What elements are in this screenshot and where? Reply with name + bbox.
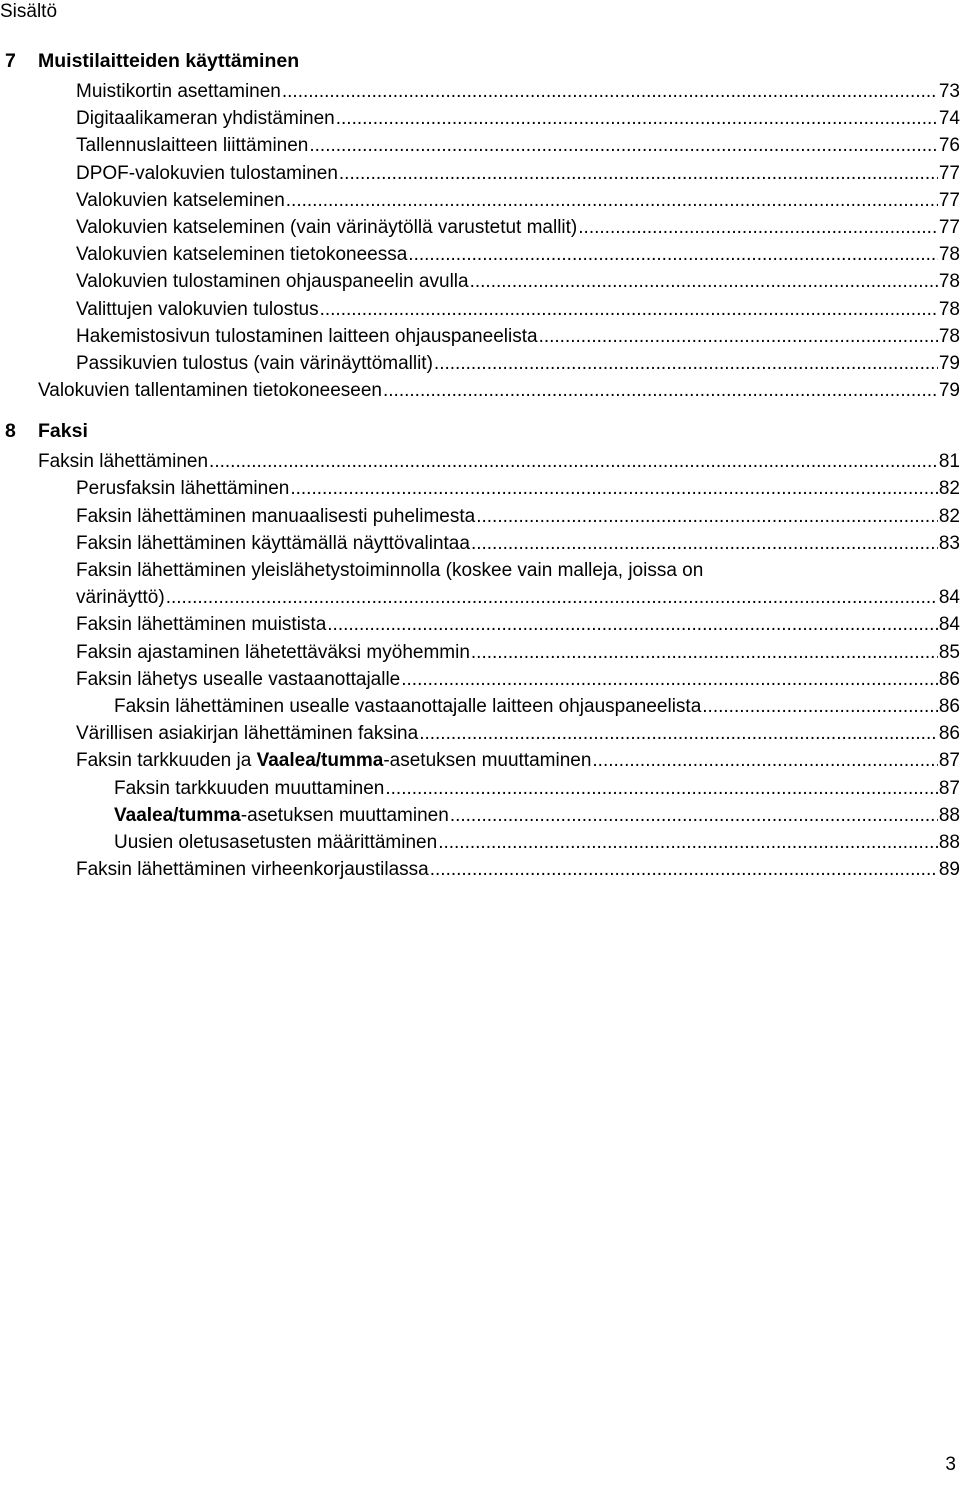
toc-entry[interactable]: [0, 296, 960, 323]
toc-entry[interactable]: [0, 503, 960, 530]
chapter-number: 8: [5, 420, 16, 443]
toc-entry[interactable]: [0, 639, 960, 666]
dot-leader: [450, 802, 938, 829]
toc-entry-title: Faksin lähettäminen muistista: [76, 614, 327, 636]
toc-entry-title: Valokuvien tallentaminen tietokoneeseen: [38, 380, 382, 402]
dot-leader: [470, 268, 938, 295]
toc-entry-page: 77: [938, 189, 960, 211]
toc-entry-page: 83: [938, 532, 960, 554]
dot-leader: [309, 132, 937, 159]
chapter-number: 7: [5, 50, 16, 72]
dot-leader: [434, 350, 938, 377]
toc-entry-title: Faksin lähettäminen usealle vastaanottajalle laitteen ohjauspaneelista: [114, 695, 702, 717]
toc-entry[interactable]: [0, 323, 960, 350]
toc-entry-page: 86: [938, 723, 960, 745]
toc-entry[interactable]: [0, 160, 960, 187]
toc-entry[interactable]: [0, 448, 960, 475]
dot-leader: [286, 187, 938, 214]
toc-entry-title: Faksin lähettäminen: [38, 451, 209, 473]
toc-entry-title: Valokuvien katseleminen: [76, 189, 285, 211]
dot-leader: [578, 214, 938, 241]
dot-leader: [539, 323, 938, 350]
dot-leader: [408, 241, 938, 268]
toc-entry-title: Hakemistosivun tulostaminen laitteen ohjauspaneelista: [76, 325, 538, 347]
toc-entry-title-line1: Faksin lähettäminen yleislähetystoiminnolla (koskee vain malleja, joissa on: [76, 560, 704, 581]
toc-entry[interactable]: [0, 187, 960, 214]
dot-leader: [339, 160, 938, 187]
dot-leader: [290, 475, 938, 502]
toc-entry-title: [114, 802, 449, 829]
toc-entry-page: 78: [938, 325, 960, 347]
toc-entry-title: Faksin lähettäminen virheenkorjaustilassa: [76, 859, 429, 881]
dot-leader: [592, 747, 937, 774]
toc-entry[interactable]: [0, 268, 960, 295]
toc-entry[interactable]: [0, 720, 960, 747]
toc-entry-title: Faksin lähettäminen manuaalisesti puhelimesta: [76, 505, 476, 527]
toc-entry-title: Valokuvien katseleminen (vain värinäytöllä varustetut mallit): [76, 216, 578, 238]
toc-entry-title: Valokuvien katseleminen tietokoneessa: [76, 244, 408, 266]
toc-entry-title-bold: Vaalea/tumma: [114, 804, 241, 826]
toc-entry-page: 84: [938, 587, 960, 609]
toc-entry[interactable]: [0, 350, 960, 377]
toc-entry[interactable]: [0, 802, 960, 829]
toc-entry[interactable]: [0, 856, 960, 883]
toc-entry-title-line2: värinäyttö): [76, 587, 165, 609]
page-number: 3: [945, 1454, 956, 1475]
toc-entry-title-part: Faksin tarkkuuden ja: [76, 750, 257, 772]
toc-entry[interactable]: [0, 475, 960, 502]
dot-leader: [282, 78, 938, 105]
toc-entry-page: 79: [938, 352, 960, 374]
toc-entry[interactable]: [0, 530, 960, 557]
toc-entry[interactable]: [0, 666, 960, 693]
toc-entry-title: Perusfaksin lähettäminen: [76, 478, 290, 500]
toc-entry-page: 81: [938, 451, 960, 473]
toc-entry-page: 73: [938, 81, 960, 102]
toc-entry-page: 88: [938, 831, 960, 853]
toc-entry-page: 78: [938, 244, 960, 266]
toc-entry-page: 84: [938, 614, 960, 636]
toc-entry[interactable]: [0, 775, 960, 802]
dot-leader: [471, 530, 938, 557]
toc-entry-title-bold: Vaalea/tumma: [256, 750, 384, 772]
toc-entry-title-part: -asetuksen muuttaminen: [383, 750, 592, 772]
toc-entry-page: 86: [938, 668, 960, 690]
toc-entry-title: Faksin lähetys usealle vastaanottajalle: [76, 668, 401, 690]
running-header: Sisältö: [0, 1, 58, 22]
toc-entry[interactable]: [0, 132, 960, 159]
dot-leader: [438, 829, 938, 856]
toc-entry-page: 78: [938, 298, 960, 320]
toc-entry-title: Passikuvien tulostus (vain värinäyttömallit): [76, 352, 433, 374]
toc-entry-page: 77: [938, 162, 960, 184]
dot-leader: [336, 105, 938, 132]
toc-entry-page: 76: [938, 135, 960, 157]
dot-leader: [430, 856, 938, 883]
dot-leader: [419, 720, 938, 747]
chapter-title: Muistilaitteiden käyttäminen: [38, 50, 300, 72]
toc-entry-title: Faksin ajastaminen lähetettäväksi myöhemmin: [76, 641, 470, 663]
dot-leader: [476, 503, 938, 530]
toc-entry-title: Uusien oletusasetusten määrittäminen: [114, 831, 438, 853]
toc-entry-title: Faksin lähettäminen käyttämällä näyttövalintaa: [76, 532, 470, 554]
dot-leader: [401, 666, 938, 693]
toc-entry-title-part: -asetuksen muuttaminen: [240, 804, 449, 826]
dot-leader: [320, 296, 938, 323]
dot-leader: [166, 584, 938, 611]
toc-entry-page: 82: [938, 505, 960, 527]
toc-entry-title: Digitaalikameran yhdistäminen: [76, 108, 335, 130]
toc-entry-title: DPOF-valokuvien tulostaminen: [76, 162, 338, 184]
toc-entry-page: 79: [938, 380, 960, 402]
chapter-title: Faksi: [38, 420, 88, 443]
toc-entry-page: 87: [938, 750, 960, 772]
toc-entry[interactable]: [0, 214, 960, 241]
toc-entry-title: Valittujen valokuvien tulostus: [76, 298, 319, 320]
dot-leader: [383, 377, 938, 404]
toc-entry[interactable]: [0, 829, 960, 856]
toc-entry-page: 87: [938, 777, 960, 799]
dot-leader: [471, 639, 938, 666]
toc-entry[interactable]: [0, 747, 960, 774]
toc-entry-page: 77: [938, 216, 960, 238]
toc-entry-title: Valokuvien tulostaminen ohjauspaneelin avulla: [76, 271, 469, 293]
chapter-heading[interactable]: [0, 48, 960, 78]
toc-entry[interactable]: [0, 693, 960, 720]
toc-entry-page: 86: [938, 695, 960, 717]
toc-entry-page: 89: [938, 859, 960, 881]
toc-entry[interactable]: [0, 105, 960, 132]
toc-entry-title: Muistikortin asettaminen: [76, 81, 281, 102]
toc-entry-page: 82: [938, 478, 960, 500]
toc-entry[interactable]: [0, 241, 960, 268]
toc-entry-page: 78: [938, 271, 960, 293]
toc-entry[interactable]: [0, 377, 960, 404]
toc-entry-page: 88: [938, 804, 960, 826]
chapter-heading[interactable]: [0, 418, 960, 448]
toc-entry[interactable]: [0, 78, 960, 105]
dot-leader: [385, 775, 937, 802]
toc-entry-page: 85: [938, 641, 960, 663]
dot-leader: [702, 693, 938, 720]
dot-leader: [209, 448, 938, 475]
toc-entry-title: Tallennuslaitteen liittäminen: [76, 135, 309, 157]
toc-entry-title: Värillisen asiakirjan lähettäminen faksina: [76, 723, 419, 745]
toc-entry-page: 74: [938, 108, 960, 130]
toc-entry-title: Faksin tarkkuuden muuttaminen: [114, 777, 385, 799]
toc-entry[interactable]: [0, 557, 960, 611]
toc-entry[interactable]: [0, 611, 960, 638]
dot-leader: [327, 611, 938, 638]
toc-entry-title: [76, 747, 591, 774]
table-of-contents: [0, 48, 960, 883]
